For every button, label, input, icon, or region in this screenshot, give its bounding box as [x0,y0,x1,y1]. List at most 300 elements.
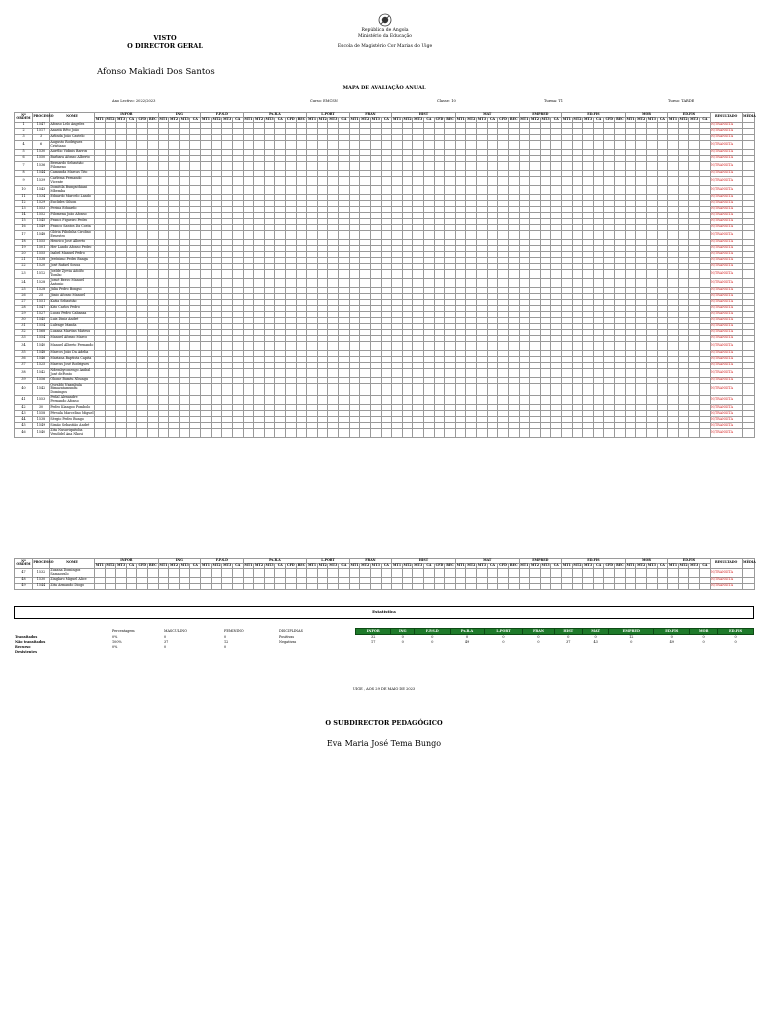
grade-cell [307,140,318,149]
row-student-name: Carlema Fernando Vicente [50,176,95,185]
grade-cell [508,583,519,589]
row-student-name: Simão Sebastião André [50,422,95,428]
term-header: CFD [138,562,147,567]
row-average [742,278,754,287]
grade-cell [95,583,106,589]
grade-cell [286,161,297,170]
term-header: MT1 [392,562,402,567]
term-header: MT2 [573,562,582,567]
row-process: 1546 [33,356,50,362]
grade-cell [402,568,413,577]
row-order: 45 [15,422,33,428]
grade-cell [466,583,477,589]
grade-cell [615,341,626,350]
grade-cell [349,568,360,577]
grade-cell [604,140,615,149]
grade-cell [625,278,636,287]
grade-cell [593,428,604,437]
grade-cell [540,185,551,194]
grade-cell [137,568,148,577]
grade-cell [413,230,424,239]
grade-cell [636,140,647,149]
grade-cell [95,269,106,278]
subject-header: INFOR [95,559,159,564]
grade-cell [487,383,498,395]
grade-cell [158,269,169,278]
grade-cell [402,395,413,404]
grade-cell [498,161,509,170]
grade-cell [232,341,243,350]
row-student-name: Luzana Martins Mateus [50,329,95,335]
grade-cell [646,140,657,149]
grade-cell [349,269,360,278]
grade-cell [317,383,328,395]
grade-cell [222,568,233,577]
row-student-name: Lulenge Manda [50,323,95,329]
grade-cell [445,568,456,577]
grade-cell [296,176,307,185]
row-result: N/TRANSITA [710,395,742,404]
grade-cell [572,185,583,194]
grade-cell [445,278,456,287]
term-header: MT2 [467,116,476,121]
grade-cell [604,185,615,194]
grade-cell [95,568,106,577]
grade-cell [477,428,488,437]
grade-cell [455,278,466,287]
grade-cell [317,185,328,194]
row-process: 1532 [33,568,50,577]
row-order: 3 [15,134,33,140]
grade-cell [445,161,456,170]
grade-cell [328,395,339,404]
grade-cell [360,395,371,404]
grade-cell [508,395,519,404]
grade-cell [328,230,339,239]
grade-cell [434,176,445,185]
grade-cell [148,568,159,577]
grade-cell [307,568,318,577]
grade-cell [307,341,318,350]
grade-cell [275,368,286,377]
grade-cell [190,341,201,350]
grade-cell [445,395,456,404]
grade-cell [243,176,254,185]
grade-cell [201,176,212,185]
grade-cell [105,383,116,395]
row-result: N/TRANSITA [710,350,742,356]
grade-cell [381,185,392,194]
grade-cell [360,176,371,185]
term-header: MT2 [467,562,476,567]
term-header: MT2 [254,116,264,121]
stat-green-head: MAT [583,629,609,635]
grade-cell [105,341,116,350]
grade-cell [678,278,689,287]
grade-cell [583,583,594,589]
grade-cell [402,428,413,437]
grade-cell [615,176,626,185]
grade-cell [466,185,477,194]
grade-cell [190,185,201,194]
grade-cell [604,428,615,437]
row-process: 1550 [33,155,50,161]
grade-cell [211,395,222,404]
row-student-name: Bernardo Sebastião Filomeno [50,161,95,170]
grade-cell [455,368,466,377]
grade-cell [370,568,381,577]
row-result: N/TRANSITA [710,293,742,299]
term-header: MT3 [647,562,656,567]
subdirector-name: Eva Maria José Tema Bungo [326,739,442,748]
grade-cell [678,568,689,577]
grade-cell [700,140,711,149]
grade-cell [583,140,594,149]
row-process: 1530 [33,577,50,583]
grade-cell [105,269,116,278]
grade-cell [498,368,509,377]
row-process: 1545 [33,317,50,323]
row-order: 4 [15,140,33,149]
subject-header: EMPRED [519,559,561,564]
row-student-name: Her Lando Afonso Pedro [50,245,95,251]
row-result: N/TRANSITA [710,317,742,323]
grade-cell [275,278,286,287]
grade-cell [328,428,339,437]
grade-cell [678,583,689,589]
subject-header: FRAN [349,113,391,118]
row-process: 30 [33,404,50,410]
grade-cell [402,341,413,350]
grade-cell [455,383,466,395]
grade-cell [360,341,371,350]
row-average [742,140,754,149]
grade-cell [604,395,615,404]
grade-cell [434,140,445,149]
grade-cell [126,383,137,395]
grade-cell [232,278,243,287]
grade-cell [211,341,222,350]
term-header: REC [509,562,518,567]
grade-cell [392,230,403,239]
grade-cell [700,583,711,589]
header-result: RESULTADO [710,559,742,569]
grade-cell [424,176,435,185]
grade-cell [317,269,328,278]
term-header: CA [593,117,604,122]
grade-cell [668,269,679,278]
grade-cell [530,428,541,437]
grade-cell [477,161,488,170]
term-header: CA [232,117,243,122]
term-header: MT3 [223,562,232,567]
row-process: 1547 [33,305,50,311]
grade-cell [392,368,403,377]
term-header: MT3 [180,562,189,567]
subject-header: L.PORT [307,113,349,118]
grade-cell [593,176,604,185]
grade-cell [243,161,254,170]
header-result: RESULTADO [710,113,742,123]
subdirector-title: O SUBDIRECTOR PEDAGÓGICO [325,719,443,727]
grade-cell [498,185,509,194]
row-student-name: Anastá Rêto João [50,128,95,134]
row-order: 1 [15,122,33,128]
grade-cell [392,140,403,149]
term-header: CA [487,563,498,568]
grade-cell [455,341,466,350]
grade-cell [370,341,381,350]
term-header: MT2 [318,116,327,121]
term-header: MT2 [254,562,264,567]
grade-cell [540,341,551,350]
grade-cell [615,428,626,437]
row-order: 47 [15,568,33,577]
grade-cell [190,395,201,404]
grade-cell [625,383,636,395]
row-order: 28 [15,305,33,311]
grade-cell [689,395,700,404]
grade-cell [498,383,509,395]
grade-cell [540,383,551,395]
grade-cell [95,368,106,377]
row-student-name: Afonso Lelo Angeles [50,122,95,128]
subject-header: ED.FIS [668,113,710,118]
grade-cell [370,176,381,185]
grade-cell [562,568,573,577]
grade-cell [243,185,254,194]
grade-cell [381,428,392,437]
grade-cell [508,428,519,437]
grade-cell [243,383,254,395]
grade-cell [307,269,318,278]
grade-cell [275,383,286,395]
grade-cell [116,383,127,395]
term-header: MT1 [456,116,465,121]
grade-cell [402,230,413,239]
grade-cell [137,368,148,377]
term-header: MT2 [530,116,540,121]
grade-cell [243,395,254,404]
grade-cell [498,428,509,437]
grade-cell [232,583,243,589]
grade-cell [434,383,445,395]
grade-cell [296,140,307,149]
row-process: 1501 [33,245,50,251]
grade-cell [339,395,350,404]
grade-cell [169,161,180,170]
grade-cell [317,278,328,287]
grade-cell [700,230,711,239]
row-result: N/TRANSITA [710,311,742,317]
term-header: MT1 [159,562,168,567]
term-header: CA [657,563,668,568]
grade-cell [211,185,222,194]
subject-header: INFOR [95,113,159,118]
grade-cell [116,230,127,239]
row-process: 1554 [33,335,50,341]
grade-cell [445,583,456,589]
grade-cell [328,161,339,170]
grade-cell [572,230,583,239]
grade-cell [328,341,339,350]
row-result: N/TRANSITA [710,299,742,305]
grade-cell [615,583,626,589]
grade-cell [466,176,477,185]
grade-cell [583,161,594,170]
row-student-name: Zita Armando Diogo [50,583,95,589]
grade-cell [222,230,233,239]
grade-cell [116,395,127,404]
term-header: MT2 [106,562,115,567]
grade-cell [126,368,137,377]
grade-cell [657,395,668,404]
stat-green-head: INFOR [356,629,391,635]
grade-cell [700,383,711,395]
grade-cell [551,269,562,278]
grade-cell [328,269,339,278]
row-result: N/TRANSITA [710,212,742,218]
row-result: N/TRANSITA [710,577,742,583]
grade-cell [211,161,222,170]
row-average [742,161,754,170]
grade-cell [349,583,360,589]
row-order: 10 [15,185,33,194]
grade-cell [296,230,307,239]
grade-cell [169,140,180,149]
table-row [15,278,755,287]
row-order: 48 [15,577,33,583]
grade-cell [296,428,307,437]
grade-cell [604,568,615,577]
grade-cell [349,341,360,350]
grade-cell [646,341,657,350]
grade-cell [625,140,636,149]
row-order: 16 [15,224,33,230]
grade-cell [455,176,466,185]
grade-cell [572,278,583,287]
grade-cell [646,185,657,194]
row-order: 32 [15,329,33,335]
grade-cell [487,341,498,350]
row-student-name: Mariana Baptista Capita [50,356,95,362]
grade-cell [349,230,360,239]
row-process: 1542 [33,368,50,377]
grade-cell [413,568,424,577]
grade-cell [169,278,180,287]
grade-cell [424,583,435,589]
grade-cell [498,583,509,589]
row-process: 1527 [33,311,50,317]
row-order: 31 [15,323,33,329]
grade-cell [339,140,350,149]
grade-cell [657,269,668,278]
row-average [742,176,754,185]
grades-table-continued [14,558,755,590]
term-header: MT1 [159,116,168,121]
grade-cell [201,161,212,170]
grade-cell [222,583,233,589]
row-student-name: Kito Carlos Pedro [50,305,95,311]
row-student-name: Luis Diniz André [50,317,95,323]
grade-cell [455,161,466,170]
grade-cell [657,161,668,170]
grade-cell [254,428,265,437]
row-student-name: Eduardo Marcelo Lando [50,194,95,200]
grade-cell [328,185,339,194]
grade-cell [530,185,541,194]
grade-cell [646,568,657,577]
row-order: 18 [15,239,33,245]
grade-cell [254,140,265,149]
grade-cell [95,395,106,404]
grade-cell [466,428,477,437]
statistics-title: Estatística [372,609,396,614]
row-student-name: Glória Filiolnha Cirolino Ernestro [50,230,95,239]
row-student-name: Filomena João Afonso [50,212,95,218]
row-order: 39 [15,377,33,383]
term-header: CFD [605,562,614,567]
grade-cell [201,383,212,395]
grade-cell [455,185,466,194]
table-row [15,383,755,395]
row-student-name: Zuzana Domingos Samaovalo [50,568,95,577]
grade-cell [254,395,265,404]
grade-cell [137,269,148,278]
grade-cell [158,383,169,395]
grade-cell [158,278,169,287]
grade-cell [434,161,445,170]
grade-cell [317,161,328,170]
grade-cell [126,428,137,437]
grade-cell [508,161,519,170]
term-header: MT3 [265,562,274,567]
grade-cell [593,395,604,404]
row-process: 1544 [33,583,50,589]
grade-cell [625,185,636,194]
grade-cell [158,368,169,377]
grade-cell [530,383,541,395]
row-process: 1547 [33,122,50,128]
grade-cell [668,428,679,437]
row-process: 1542 [33,383,50,395]
info-year: Ano Lectivo: 2022/2023 [112,99,156,103]
grade-cell [424,383,435,395]
grade-cell [689,140,700,149]
grade-cell [508,278,519,287]
grade-cell [169,269,180,278]
grade-cell [455,230,466,239]
grade-cell [349,176,360,185]
grade-cell [105,428,116,437]
grade-cell [689,176,700,185]
grade-cell [105,278,116,287]
grade-cell [148,230,159,239]
grade-cell [158,161,169,170]
term-header: CA [487,117,498,122]
row-student-name: Marcus José Rodrigues [50,362,95,368]
grade-cell [328,368,339,377]
term-header: MT1 [392,116,402,121]
grade-cell [678,230,689,239]
term-header: MT3 [329,116,338,121]
term-header: MT3 [223,116,232,121]
grade-cell [232,568,243,577]
grade-cell [126,140,137,149]
subject-header: ED.FIS [668,559,710,564]
term-header: MT1 [244,562,253,567]
grade-cell [678,269,689,278]
